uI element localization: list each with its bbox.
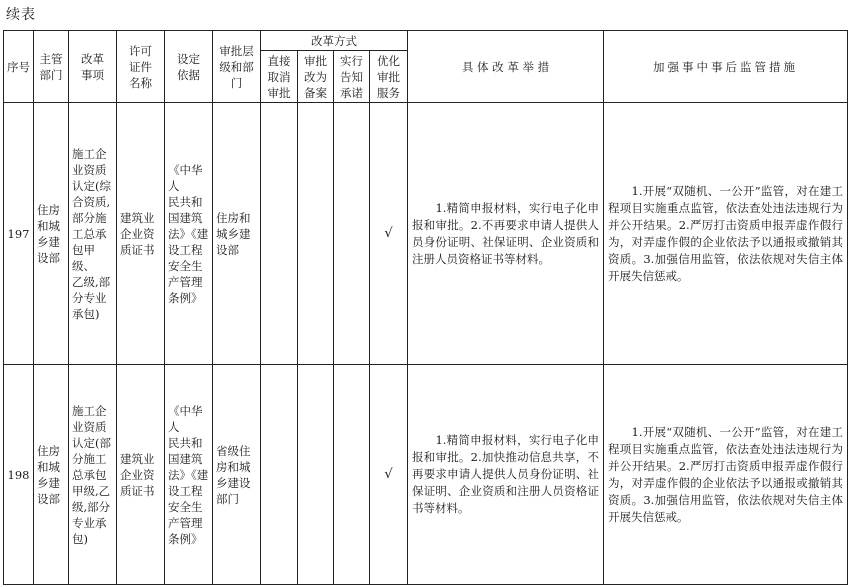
cell-mode-cancel	[261, 103, 298, 365]
header-seq: 序号	[4, 31, 34, 103]
cell-mode-commit	[334, 103, 370, 365]
cell-mode-record	[298, 365, 334, 585]
cell-license: 建筑业 企业资 质证书	[117, 365, 165, 585]
header-supervision: 加强事中事后监管措施	[604, 31, 848, 103]
cell-level: 省级住 房和城 乡建设 部门	[213, 365, 261, 585]
header-reform-mode: 改革方式	[261, 31, 408, 51]
header-mode-optimize: 优化 审批 服务	[370, 51, 408, 103]
cell-supervision: 1.开展“双随机、一公开”监管，对在建工程项目实施重点监管，依法查处违法违规行为并公开结果。2.严厉打击资质申报弄虚作假行为，对弄虚作假的企业依法予以通报或撤销其资质。3.加强信用监管，依法依规对失信主体开展失信惩戒。	[604, 365, 848, 585]
cell-seq: 198	[4, 365, 34, 585]
table-row	[4, 365, 848, 585]
cell-dept: 住房 和城 乡建 设部	[34, 103, 69, 365]
header-item: 改革 事项	[69, 31, 117, 103]
table-caption: 续表	[6, 7, 36, 23]
header-basis: 设定 依据	[165, 31, 213, 103]
cell-seq: 197	[4, 103, 34, 365]
cell-mode-commit	[334, 365, 370, 585]
cell-basis: 《中华人 民共和 国建筑 法》《建 设工程 安全生 产管理 条例》	[165, 365, 213, 585]
cell-item: 施工企 业资质 认定(部 分施工 总承包 甲级,乙 级,部分 专业承 包)	[69, 365, 117, 585]
cell-mode-record	[298, 103, 334, 365]
cell-item: 施工企 业资质 认定(综 合资质, 部分施 工总承 包甲级、 乙级,部 分专业 承包)	[69, 103, 117, 365]
cell-measures: 1.精简申报材料，实行电子化申报和审批。2.不再要求申请人提供人员身份证明、社保证明、企业资质和注册人员资格证书等材料。	[408, 103, 604, 365]
cell-measures: 1.精简申报材料，实行电子化申报和审批。2.加快推动信息共享，不再要求申请人提供人员身份证明、社保证明、企业资质和注册人员资格证书等材料。	[408, 365, 604, 585]
header-dept: 主管 部门	[34, 31, 69, 103]
cell-mode-cancel	[261, 365, 298, 585]
table-row	[4, 103, 848, 365]
cell-dept: 住房 和城 乡建 设部	[34, 365, 69, 585]
cell-license: 建筑业 企业资 质证书	[117, 103, 165, 365]
reform-table	[3, 30, 848, 585]
cell-level: 住房和 城乡建 设部	[213, 103, 261, 365]
cell-basis: 《中华人 民共和 国建筑 法》《建 设工程 安全生 产管理 条例》	[165, 103, 213, 365]
header-mode-cancel: 直接 取消 审批	[261, 51, 298, 103]
header-level: 审批层 级和部 门	[213, 31, 261, 103]
header-mode-commit: 实行 告知 承诺	[334, 51, 370, 103]
check-mark: √	[370, 103, 408, 365]
header-license: 许可 证件 名称	[117, 31, 165, 103]
header-measures: 具 体 改 革 举 措	[408, 31, 604, 103]
header-mode-record: 审批 改为 备案	[298, 51, 334, 103]
cell-supervision: 1.开展“双随机、一公开”监管，对在建工程项目实施重点监管，依法查处违法违规行为并公开结果。2.严厉打击资质申报弄虚作假行为，对弄虚作假的企业依法予以通报或撤销其资质。3.加强信用监管，依法依规对失信主体开展失信惩戒。	[604, 103, 848, 365]
check-mark: √	[370, 365, 408, 585]
